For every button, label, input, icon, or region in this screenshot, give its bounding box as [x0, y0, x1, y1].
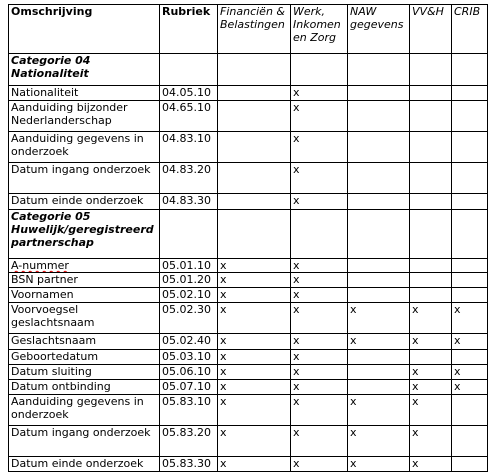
mark-cell: x: [291, 132, 348, 163]
mark-cell: x: [291, 380, 348, 395]
mark-cell: x: [218, 457, 291, 472]
mark-cell: [410, 54, 452, 86]
spellcheck-word: A-nummer: [11, 259, 69, 272]
mark-cell: [452, 350, 488, 365]
omschrijving-cell: [9, 259, 160, 273]
header-omschrijving: Omschrijving: [9, 5, 160, 54]
rubriek-cell: 04.65.10: [160, 101, 218, 132]
mark-cell: x: [348, 334, 410, 350]
mark-cell: x: [410, 426, 452, 457]
omschrijving-cell: Geboortedatum: [9, 350, 160, 365]
mark-cell: [452, 101, 488, 132]
mark-cell: x: [218, 350, 291, 365]
mark-cell: [410, 101, 452, 132]
mark-cell: [452, 163, 488, 194]
omschrijving-cell: Aanduiding gegevens in onderzoek: [9, 132, 160, 163]
mark-cell: [452, 86, 488, 101]
rubriek-cell: [160, 54, 218, 86]
rubriek-cell: 04.83.30: [160, 194, 218, 210]
category-row: [9, 54, 488, 86]
mark-cell: [410, 194, 452, 210]
mark-cell: [452, 457, 488, 472]
table-row: [9, 101, 488, 132]
data-table: [8, 4, 488, 472]
rubriek-cell: 05.02.30: [160, 303, 218, 334]
mark-cell: x: [291, 163, 348, 194]
mark-cell: [291, 54, 348, 86]
rubriek-cell: 05.83.30: [160, 457, 218, 472]
omschrijving-cell: Datum einde onderzoek: [9, 457, 160, 472]
mark-cell: x: [218, 380, 291, 395]
table-row: [9, 395, 488, 426]
omschrijving-cell: Geslachtsnaam: [9, 334, 160, 350]
category-row: [9, 210, 488, 259]
mark-cell: x: [410, 457, 452, 472]
rubriek-cell: 05.01.20: [160, 273, 218, 288]
mark-cell: [348, 101, 410, 132]
header-werk-inkomen-zorg: Werk, Inkomen en Zorg: [291, 5, 348, 54]
mark-cell: x: [218, 426, 291, 457]
omschrijving-cell: Voornamen: [9, 288, 160, 303]
omschrijving-cell: Nationaliteit: [9, 86, 160, 101]
mark-cell: [452, 194, 488, 210]
mark-cell: x: [291, 86, 348, 101]
mark-cell: [452, 426, 488, 457]
mark-cell: [348, 194, 410, 210]
rubriek-cell: 04.83.20: [160, 163, 218, 194]
mark-cell: [452, 395, 488, 426]
mark-cell: x: [218, 365, 291, 380]
table-row: [9, 194, 488, 210]
table-row: [9, 273, 488, 288]
mark-cell: x: [218, 395, 291, 426]
mark-cell: [410, 288, 452, 303]
mark-cell: x: [410, 303, 452, 334]
mark-cell: x: [291, 303, 348, 334]
table-row: [9, 426, 488, 457]
omschrijving-cell: Aanduiding gegevens in onderzoek: [9, 395, 160, 426]
table-row: [9, 350, 488, 365]
mark-cell: [218, 132, 291, 163]
mark-cell: x: [291, 457, 348, 472]
mark-cell: [348, 86, 410, 101]
omschrijving-cell: Voorvoegsel geslachtsnaam: [9, 303, 160, 334]
mark-cell: [410, 273, 452, 288]
mark-cell: [452, 273, 488, 288]
rubriek-cell: 05.02.40: [160, 334, 218, 350]
mark-cell: x: [291, 288, 348, 303]
rubriek-cell: 05.02.10: [160, 288, 218, 303]
mark-cell: [410, 259, 452, 273]
table-row: [9, 259, 488, 273]
omschrijving-cell: Aanduiding bijzonder Nederlanderschap: [9, 101, 160, 132]
rubriek-cell: 04.83.10: [160, 132, 218, 163]
mark-cell: x: [291, 194, 348, 210]
table-row: [9, 288, 488, 303]
mark-cell: [218, 194, 291, 210]
mark-cell: [452, 132, 488, 163]
table-row: [9, 303, 488, 334]
mark-cell: [218, 163, 291, 194]
mark-cell: [348, 163, 410, 194]
mark-cell: x: [348, 395, 410, 426]
mark-cell: x: [291, 334, 348, 350]
table-body: [9, 54, 488, 472]
mark-cell: x: [348, 457, 410, 472]
mark-cell: [348, 380, 410, 395]
header-financien: Financiën & Belastingen: [218, 5, 291, 54]
omschrijving-cell: Datum ingang onderzoek: [9, 163, 160, 194]
mark-cell: x: [348, 303, 410, 334]
mark-cell: x: [218, 273, 291, 288]
mark-cell: x: [291, 350, 348, 365]
category-label: Categorie 04 Nationaliteit: [9, 54, 160, 86]
mark-cell: [348, 210, 410, 259]
rubriek-cell: 05.01.10: [160, 259, 218, 273]
mark-cell: [452, 210, 488, 259]
mark-cell: x: [218, 334, 291, 350]
table-row: [9, 365, 488, 380]
mark-cell: [348, 365, 410, 380]
rubriek-cell: 05.06.10: [160, 365, 218, 380]
mark-cell: [348, 288, 410, 303]
mark-cell: [218, 101, 291, 132]
mark-cell: x: [410, 380, 452, 395]
rubriek-cell: [160, 210, 218, 259]
omschrijving-cell: Datum sluiting: [9, 365, 160, 380]
mark-cell: x: [291, 273, 348, 288]
table-row: [9, 86, 488, 101]
header-row: [9, 5, 488, 54]
mark-cell: x: [218, 303, 291, 334]
rubriek-cell: 05.07.10: [160, 380, 218, 395]
mark-cell: [348, 132, 410, 163]
mark-cell: [410, 86, 452, 101]
mark-cell: [410, 132, 452, 163]
rubriek-cell: 05.83.10: [160, 395, 218, 426]
mark-cell: [348, 350, 410, 365]
mark-cell: x: [452, 380, 488, 395]
mark-cell: [410, 350, 452, 365]
mark-cell: [291, 210, 348, 259]
omschrijving-cell: BSN partner: [9, 273, 160, 288]
mark-cell: x: [291, 101, 348, 132]
mark-cell: x: [452, 334, 488, 350]
mark-cell: [348, 273, 410, 288]
mark-cell: x: [452, 365, 488, 380]
mark-cell: [452, 259, 488, 273]
table-row: [9, 457, 488, 472]
mark-cell: x: [291, 259, 348, 273]
omschrijving-cell: Datum ingang onderzoek: [9, 426, 160, 457]
header-naw-gegevens: NAW gegevens: [348, 5, 410, 54]
omschrijving-cell: Datum ontbinding: [9, 380, 160, 395]
mark-cell: [410, 163, 452, 194]
mark-cell: x: [410, 334, 452, 350]
rubriek-cell: 05.83.20: [160, 426, 218, 457]
mark-cell: [348, 259, 410, 273]
mark-cell: [452, 288, 488, 303]
mark-cell: x: [410, 365, 452, 380]
header-crib: CRIB: [452, 5, 488, 54]
mark-cell: x: [410, 395, 452, 426]
mark-cell: x: [291, 365, 348, 380]
rubriek-cell: 05.03.10: [160, 350, 218, 365]
mark-cell: x: [291, 395, 348, 426]
header-rubriek: Rubriek: [160, 5, 218, 54]
mark-cell: x: [452, 303, 488, 334]
mark-cell: [452, 54, 488, 86]
table-row: [9, 380, 488, 395]
category-label: Categorie 05 Huwelijk/geregistreerd partnerschap: [9, 210, 160, 259]
mark-cell: [218, 86, 291, 101]
omschrijving-cell: Datum einde onderzoek: [9, 194, 160, 210]
table-row: [9, 334, 488, 350]
mark-cell: x: [291, 426, 348, 457]
mark-cell: [410, 210, 452, 259]
mark-cell: x: [348, 426, 410, 457]
mark-cell: [218, 54, 291, 86]
mark-cell: [218, 210, 291, 259]
table-row: [9, 132, 488, 163]
mark-cell: x: [218, 288, 291, 303]
header-vvh: VV&H: [410, 5, 452, 54]
mark-cell: [348, 54, 410, 86]
rubriek-cell: 04.05.10: [160, 86, 218, 101]
mark-cell: x: [218, 259, 291, 273]
table-row: [9, 163, 488, 194]
